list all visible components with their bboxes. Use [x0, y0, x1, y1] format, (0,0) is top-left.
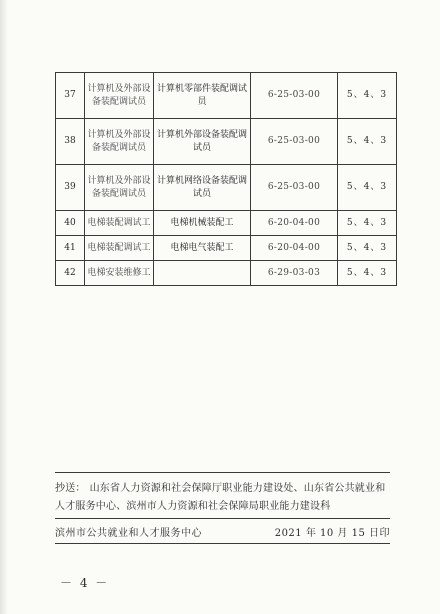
skill-levels: 5、4、3 [338, 119, 397, 165]
occupation-name: 计算机及外部设备装配调试员 [85, 73, 154, 119]
occupation-table [55, 72, 397, 286]
work-type: 计算机网络设备装配调试员 [154, 165, 251, 211]
table-row [56, 261, 397, 286]
skill-levels: 5、4、3 [338, 261, 397, 286]
row-number: 38 [56, 119, 85, 165]
skill-levels: 5、4、3 [338, 236, 397, 261]
skill-levels: 5、4、3 [338, 211, 397, 236]
occupation-code: 6-25-03-00 [251, 73, 338, 119]
cc-block [55, 480, 390, 516]
cc-label: 抄送： [55, 483, 86, 494]
skill-levels: 5、4、3 [338, 73, 397, 119]
occupation-code: 6-20-04-00 [251, 236, 338, 261]
row-number: 39 [56, 165, 85, 211]
work-type: 电梯机械装配工 [154, 211, 251, 236]
cc-recipients: 山东省人力资源和社会保障厅职业能力建设处、山东省公共就业和人才服务中心、滨州市人力资源和社会保障局职业能力建设科 [55, 483, 386, 512]
work-type: 计算机外部设备装配调试员 [154, 119, 251, 165]
page-edge-shadow [0, 0, 8, 614]
occupation-name: 电梯安装维修工 [85, 261, 154, 286]
print-date: 2021 年 10 月 15 日印 [274, 528, 390, 539]
cc-bottom-rule [55, 518, 390, 519]
work-type: 计算机零部件装配调试员 [154, 73, 251, 119]
occupation-name: 计算机及外部设备装配调试员 [85, 165, 154, 211]
occupation-name: 计算机及外部设备装配调试员 [85, 119, 154, 165]
page-number: － 4 － [60, 576, 110, 590]
footer-bottom-rule [55, 543, 390, 544]
row-number: 41 [56, 236, 85, 261]
work-type [154, 261, 251, 286]
skill-levels: 5、4、3 [338, 165, 397, 211]
occupation-code: 6-25-03-00 [251, 165, 338, 211]
work-type: 电梯电气装配工 [154, 236, 251, 261]
issuer-name: 滨州市公共就业和人才服务中心 [55, 528, 202, 539]
table-row [56, 119, 397, 165]
row-number: 40 [56, 211, 85, 236]
table-row [56, 73, 397, 119]
table-row [56, 211, 397, 236]
occupation-code: 6-25-03-00 [251, 119, 338, 165]
occupation-code: 6-29-03-03 [251, 261, 338, 286]
cc-top-rule [55, 472, 390, 473]
table-row [56, 165, 397, 211]
occupation-name: 电梯装配调试工 [85, 236, 154, 261]
row-number: 37 [56, 73, 85, 119]
occupation-name: 电梯装配调试工 [85, 211, 154, 236]
row-number: 42 [56, 261, 85, 286]
table-row [56, 236, 397, 261]
occupation-code: 6-20-04-00 [251, 211, 338, 236]
